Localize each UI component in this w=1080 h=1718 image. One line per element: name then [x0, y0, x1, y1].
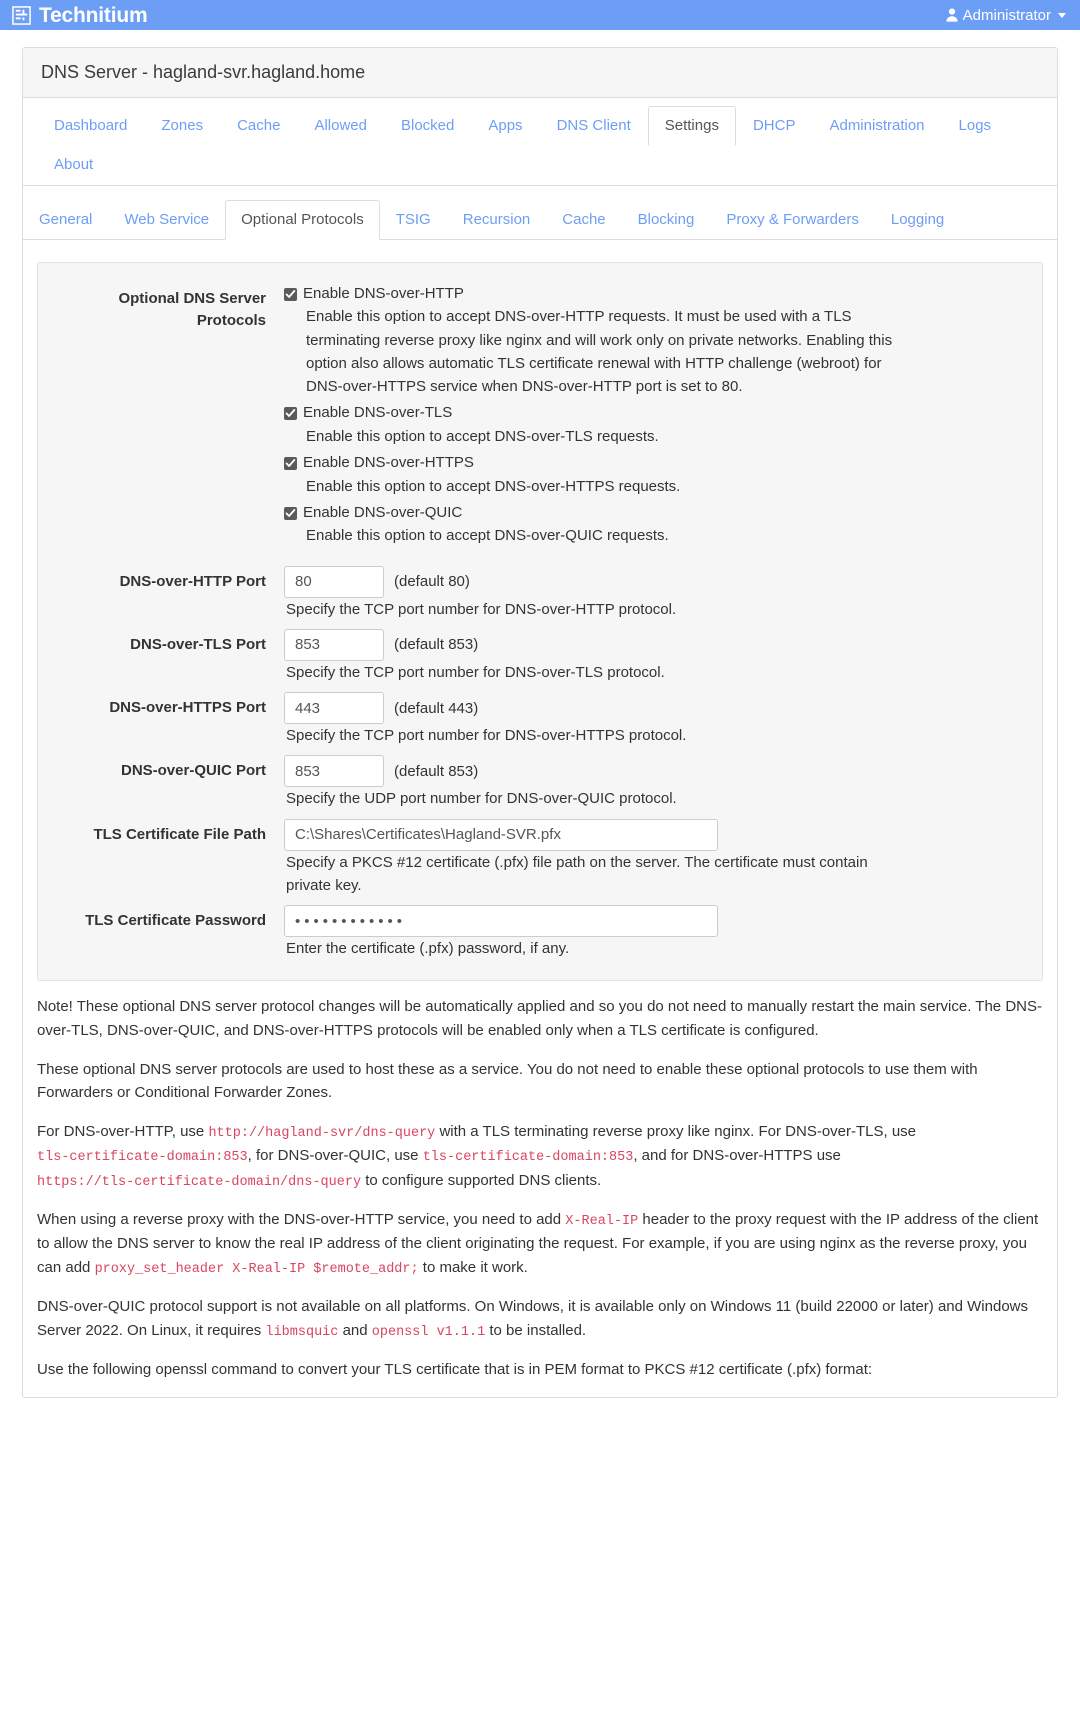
top-navbar [0, 0, 1080, 30]
default-dns-over-tls-port: (default 853) [394, 636, 479, 654]
row-tls-certificate-password [58, 903, 1022, 962]
note-client-urls [37, 1120, 1043, 1193]
note-reverse-proxy [37, 1208, 1043, 1280]
row-dns-over-http-port [58, 564, 1022, 623]
note-quic-part-b: and [342, 1322, 368, 1340]
subtab-blocking[interactable] [622, 200, 711, 240]
note-openssl-convert: Use the following openssl command to convert your TLS certificate that is in PEM format to PKCS #12 certificate (.pfx) format: [37, 1361, 873, 1379]
note-reverse-proxy-part-a: When using a reverse proxy with the DNS-over-HTTP service, you need to add [37, 1210, 562, 1228]
help-dns-over-https-port: Specify the TCP port number for DNS-over-HTTPS protocol. [286, 727, 687, 744]
user-menu-button[interactable] [946, 7, 1066, 24]
optional-protocols-panel [37, 262, 1043, 982]
tab-apps[interactable] [471, 106, 539, 146]
input-dns-over-http-port[interactable] [284, 566, 384, 598]
input-dns-over-quic-port[interactable] [284, 755, 384, 787]
tab-zones-link[interactable]: Zones [161, 117, 204, 134]
input-tls-certificate-file-path[interactable] [284, 819, 718, 851]
subtab-logging-link[interactable]: Logging [890, 210, 945, 228]
protocols-checkbox-group [284, 281, 1022, 550]
note-client-urls-part-d: , and for DNS-over-HTTPS use [633, 1147, 841, 1165]
tab-dashboard-link[interactable]: Dashboard [54, 117, 128, 134]
subtab-recursion[interactable] [447, 200, 547, 240]
label-tls-certificate-file-path: TLS Certificate File Path [93, 825, 266, 843]
checkmark-icon[interactable] [284, 288, 297, 301]
subtab-logging[interactable] [875, 200, 960, 240]
user-icon [946, 8, 958, 22]
tab-logs-link[interactable]: Logs [958, 117, 992, 134]
checkmark-icon[interactable] [284, 507, 297, 520]
checkmark-icon[interactable] [284, 457, 297, 470]
input-tls-certificate-password[interactable] [284, 905, 718, 937]
note-quic-part-a: DNS-over-QUIC protocol support is not available on all platforms. On Windows, it is available only on Windows 11 (build 22000 or later) and Windows Server 2022. On Linux, it requires [37, 1298, 1029, 1340]
help-dns-over-https: Enable this option to accept DNS-over-HTTPS requests. [306, 477, 681, 495]
label-dns-over-https-port: DNS-over-HTTPS Port [109, 699, 266, 716]
help-dns-over-http-port: Specify the TCP port number for DNS-over-HTTP protocol. [286, 600, 677, 618]
help-tls-certificate-password: Enter the certificate (.pfx) password, if any. [286, 940, 570, 957]
code-doh-url: http://hagland-svr/dns-query [208, 1126, 436, 1141]
help-dns-over-quic-port: Specify the UDP port number for DNS-over-QUIC protocol. [286, 790, 677, 808]
tab-zones[interactable] [144, 106, 220, 146]
protocols-row [58, 281, 1022, 550]
subtab-proxy-forwarders-link[interactable]: Proxy & Forwarders [726, 210, 859, 228]
note-automatic-apply: Note! These optional DNS server protocol changes will be automatically applied and so you do not need to manually restart the main service. The DNS-over-TLS, DNS-over-QUIC, and DNS-over-HTTPS protocols will be enabled only when a TLS certificate is configured. [37, 998, 1042, 1039]
tab-dns-client-link[interactable]: DNS Client [556, 117, 631, 134]
tab-settings-link[interactable]: Settings [648, 106, 736, 146]
checkbox-dns-over-http-label: Enable DNS-over-HTTP [303, 284, 464, 302]
subtab-cache-link[interactable]: Cache [562, 210, 606, 228]
note-quic-part-c: to be installed. [489, 1322, 587, 1340]
main-tab-list [23, 98, 1057, 186]
subtab-web-service-link[interactable]: Web Service [124, 210, 210, 228]
page-title: DNS Server - hagland-svr.hagland.home [41, 62, 366, 82]
tab-allowed[interactable] [297, 106, 384, 146]
tab-dhcp[interactable] [736, 106, 813, 146]
note-reverse-proxy-part-c: to make it work. [422, 1259, 528, 1276]
default-dns-over-quic-port: (default 853) [394, 762, 479, 780]
row-dns-over-tls-port [58, 627, 1022, 686]
row-tls-certificate-file-path [58, 817, 1022, 900]
checkbox-dns-over-tls-label: Enable DNS-over-TLS [303, 404, 453, 422]
default-dns-over-http-port: (default 80) [394, 573, 470, 590]
help-dns-over-tls-port: Specify the TCP port number for DNS-over-TLS protocol. [286, 663, 665, 681]
tab-cache[interactable] [220, 106, 297, 146]
default-dns-over-https-port: (default 443) [394, 699, 479, 717]
subtab-web-service[interactable] [108, 200, 225, 240]
note-client-urls-part-c: , for DNS-over-QUIC, use [247, 1147, 419, 1165]
tab-dhcp-link[interactable]: DHCP [752, 117, 796, 134]
tab-cache-link[interactable]: Cache [237, 117, 281, 134]
dns-server-card [22, 47, 1058, 1398]
checkbox-dns-over-https[interactable] [284, 450, 1022, 475]
code-dot-endpoint: tls-certificate-domain:853 [37, 1150, 248, 1166]
protocols-label: Optional DNS Server Protocols [118, 289, 266, 329]
note-client-urls-part-b: with a TLS terminating reverse proxy like nginx. For DNS-over-TLS, use [439, 1123, 917, 1140]
note-service-hosting: These optional DNS server protocols are used to host these as a service. You do not need to enable these optional protocols to use them with Forwarders or Conditional Forwarder Zones. [37, 1060, 978, 1102]
help-tls-certificate-file-path: Specify a PKCS #12 certificate (.pfx) file path on the server. The certificate must contain private key. [286, 853, 868, 894]
brand[interactable] [12, 5, 147, 26]
subtab-recursion-link[interactable]: Recursion [462, 210, 531, 228]
code-proxy-set-header: proxy_set_header X-Real-IP $remote_addr; [94, 1262, 419, 1277]
label-dns-over-tls-port: DNS-over-TLS Port [130, 635, 266, 653]
code-dohs-url: https://tls-certificate-domain/dns-query [37, 1174, 362, 1190]
subtab-blocking-link[interactable]: Blocking [637, 210, 695, 228]
technitium-logo-icon [12, 6, 31, 25]
tab-administration[interactable] [812, 106, 941, 146]
tab-blocked-link[interactable]: Blocked [400, 117, 455, 134]
label-dns-over-http-port: DNS-over-HTTP Port [119, 572, 266, 590]
tab-about[interactable] [37, 145, 110, 185]
help-dns-over-quic: Enable this option to accept DNS-over-QUIC requests. [306, 527, 669, 545]
tab-allowed-link[interactable]: Allowed [314, 117, 367, 134]
note-quic-platform-support [37, 1295, 1043, 1343]
tab-dashboard[interactable] [37, 106, 144, 146]
notes-section [23, 981, 1057, 1382]
label-dns-over-quic-port: DNS-over-QUIC Port [120, 762, 266, 780]
subtab-general[interactable] [23, 200, 108, 240]
tab-dns-client[interactable] [540, 106, 648, 146]
code-openssl-version: openssl v1.1.1 [371, 1325, 486, 1341]
checkbox-dns-over-https-label: Enable DNS-over-HTTPS [303, 454, 474, 471]
input-dns-over-tls-port[interactable] [284, 629, 384, 661]
brand-name: Technitium [39, 3, 148, 27]
checkbox-dns-over-quic-label: Enable DNS-over-QUIC [303, 503, 463, 521]
checkbox-dns-over-quic[interactable] [284, 500, 1022, 525]
help-dns-over-tls: Enable this option to accept DNS-over-TLS requests. [306, 427, 659, 445]
note-reverse-proxy-part-b: header to the proxy request with the IP address of the client to allow the DNS server to know the real IP address of the client originating the request. For example, if you are using nginx as the reverse proxy, you can add [37, 1210, 1039, 1276]
tab-blocked[interactable] [384, 106, 471, 146]
checkbox-dns-over-tls[interactable] [284, 400, 1022, 425]
tab-apps-link[interactable]: Apps [488, 117, 523, 134]
settings-sub-tab-list [23, 186, 1057, 240]
input-dns-over-https-port[interactable] [284, 692, 384, 724]
subtab-proxy-forwarders[interactable] [710, 200, 875, 240]
help-dns-over-http: Enable this option to accept DNS-over-HTTP requests. It must be used with a TLS terminating reverse proxy like nginx and will work only on private networks. Enabling this option also allows automatic TLS certificate renewal with HTTP challenge (webroot) for DNS-over-HTTPS service when DNS-over-HTTP port is set to 80. [306, 308, 893, 395]
tab-about-link[interactable]: About [54, 156, 94, 174]
user-menu-label: Administrator [962, 6, 1051, 24]
subtab-tsig-link[interactable]: TSIG [395, 210, 431, 228]
tab-logs[interactable] [942, 106, 1009, 146]
label-tls-certificate-password: TLS Certificate Password [85, 912, 266, 929]
code-libmsquic: libmsquic [265, 1325, 339, 1341]
subtab-cache[interactable] [546, 200, 621, 240]
code-doq-endpoint: tls-certificate-domain:853 [422, 1150, 634, 1166]
code-x-real-ip: X-Real-IP [565, 1213, 639, 1229]
subtab-general-link[interactable]: General [39, 210, 93, 228]
caret-down-icon [1058, 13, 1066, 18]
subtab-tsig[interactable] [380, 200, 447, 240]
checkmark-icon[interactable] [284, 407, 297, 420]
subtab-optional-protocols-link[interactable]: Optional Protocols [225, 200, 380, 240]
note-client-urls-part-a: For DNS-over-HTTP, use [37, 1123, 205, 1140]
checkbox-dns-over-http[interactable] [284, 281, 1022, 306]
card-header [23, 48, 1057, 98]
tab-settings[interactable] [648, 106, 736, 146]
note-client-urls-part-e: to configure supported DNS clients. [365, 1171, 602, 1189]
row-dns-over-https-port [58, 690, 1022, 749]
tab-administration-link[interactable]: Administration [829, 117, 925, 134]
subtab-optional-protocols[interactable] [225, 200, 380, 240]
row-dns-over-quic-port [58, 753, 1022, 812]
